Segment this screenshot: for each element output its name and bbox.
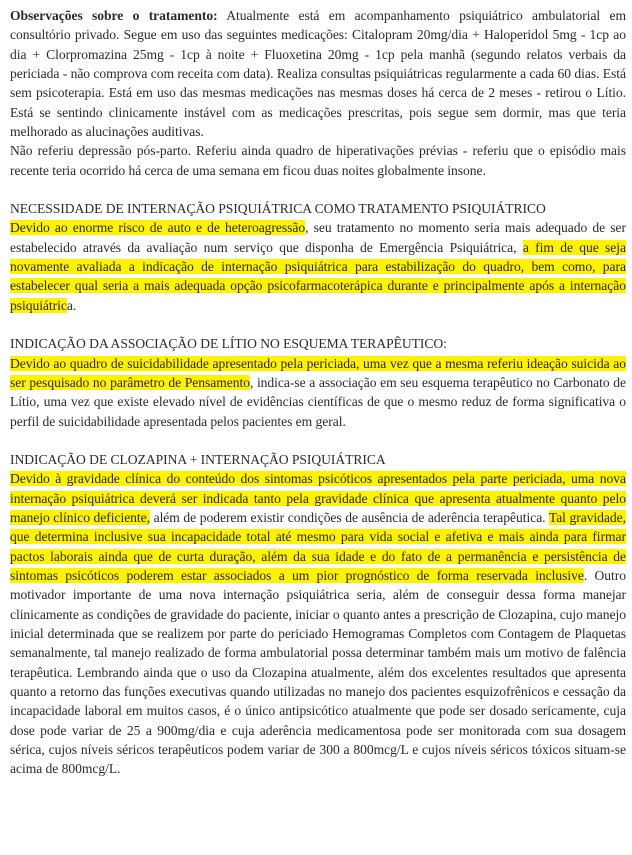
highlighted-text: Tal gravidade, que determina inclusive sua incapacidade total até mesmo para vida social e afetiva e mais ainda para firmar pactos laborais ainda que de curta duração, além da sua idade e do fato de a permanência e persistência de sintomas psicóticos poderem estar associados a um pior prognóstico de forma reservada inclusive — [10, 509, 626, 583]
paragraph-gap — [10, 431, 626, 450]
treatment-observations-text: Atualmente está em acompanhamento psiquiátrico ambulatorial em consultório privado. Segue em uso das seguintes medicações: Citalopram 20mg/dia + Haloperidol 5mg - 1cp ao dia + Clorpromazina 25mg - 1cp à noite + Fluoxetina 20mg - 1cp pela manhã (segundo relatos verbais da periciada - não comprova com receita com data). Realiza consultas psiquiátricas regularmente a cada 60 dias. Está sem psicoterapia. Está em uso das mesmas medicações nas mesmas doses há cerca de 2 meses - retirou o Lítio. Está se sentindo clinicamente instável com as medicações prescritas, pois segue sem dormir, mas que teria melhorado as alucinações auditivas. — [10, 8, 627, 140]
paragraph-gap — [10, 180, 626, 199]
body-text: , seu tratamento no momento seria mais adequado de ser estabelecido através da avaliação num serviço que disponha de Emergência Psiquiátrica, — [10, 220, 627, 255]
highlighted-text: Devido à gravidade clínica do conteúdo dos sintomas psicóticos apresentados pela parte periciada, uma nova internação psiquiátrica deverá ser indicada tanto pela gravidade clínica que apresenta atualmente quanto pelo manejo clínico deficiente, — [10, 471, 626, 525]
section-body-clozapina — [10, 469, 626, 779]
body-text: além de poderem existir condições de ausência de aderência terapêutica. — [149, 509, 549, 525]
highlighted-text: Devido ao enorme risco de auto e de heteroagressão — [10, 220, 306, 236]
section-heading-clozapina: INDICAÇÃO DE CLOZAPINA + INTERNAÇÃO PSIQUIÁTRICA — [10, 451, 386, 467]
highlighted-text: a fim de que seja novamente avaliada a indicação de internação psiquiátrica para estabilização do quadro, bem como, para estabelecer qual seria a mais adequada opção psicofarmacoterápica durante e principalmente após a internação psiquiátric — [10, 239, 626, 313]
treatment-observations-label: Observações sobre o tratamento: — [10, 8, 218, 23]
paragraph-gap — [10, 315, 626, 334]
section-body-litio — [10, 354, 626, 431]
section-heading-internacao: NECESSIDADE DE INTERNAÇÃO PSIQUIÁTRICA COMO TRATAMENTO PSIQUIÁTRICO — [10, 201, 546, 217]
highlighted-text: Devido ao quadro de suicidabilidade apresentado pela periciada, uma vez que a mesma referiu ideação suicida ao ser pesquisado no parâmetro de Pensamento — [10, 355, 626, 390]
body-text: . Outro motivador importante de uma nova internação psiquiátrica seria, além de conseguir dessa forma manejar clinicamente as condições de gravidade do paciente, iniciar o quanto antes a prescrição de Clozapina, cujo manejo inicial determinada que se realizem por parte do periciado Hemogramas Completos com Contagem de Plaquetas semanalmente, tal manejo realizado de forma ambulatorial possa determinar também mais um motivo de falência terapêutica. Lembrando ainda que o uso da Clozapina atualmente, além dos excelentes resultados que apresenta quanto a retorno das funções executivas quando utilizadas no manejo dos pacientes esquizofrênicos e cessação da incapacidade laboral em muitos casos, é o único antipsicótico atualmente que pode ser dosado sericamente, cuja dose pode variar de 25 a 900mg/dia e cuja aderência medicamentosa pode ser monitorada com sua dosagem sérica, cujos níveis séricos terapêuticos podem variar de 300 a 800mcg/L e cujos níveis séricos tóxicos situam-se acima de 800mcg/L. — [10, 567, 626, 777]
body-text: a. — [66, 297, 77, 313]
treatment-observations-paragraph — [10, 6, 626, 141]
section-body-internacao — [10, 218, 626, 315]
body-text: , indica-se a associação em seu esquema terapêutico no Carbonato de Lítio, uma vez que existe elevado nível de evidências científicas de que o mesmo reduz de forma significativa o perfil de suicidabilidade apresentada pelos pacientes em geral. — [10, 374, 626, 429]
history-paragraph: Não referiu depressão pós-parto. Referiu ainda quadro de hiperativações prévias - referiu que o episódio mais recente teria ocorrido há cerca de uma semana em ficou duas noites globalmente insone. — [10, 143, 626, 178]
section-heading-litio: INDICAÇÃO DA ASSOCIAÇÃO DE LÍTIO NO ESQUEMA TERAPÊUTICO: — [10, 336, 447, 352]
